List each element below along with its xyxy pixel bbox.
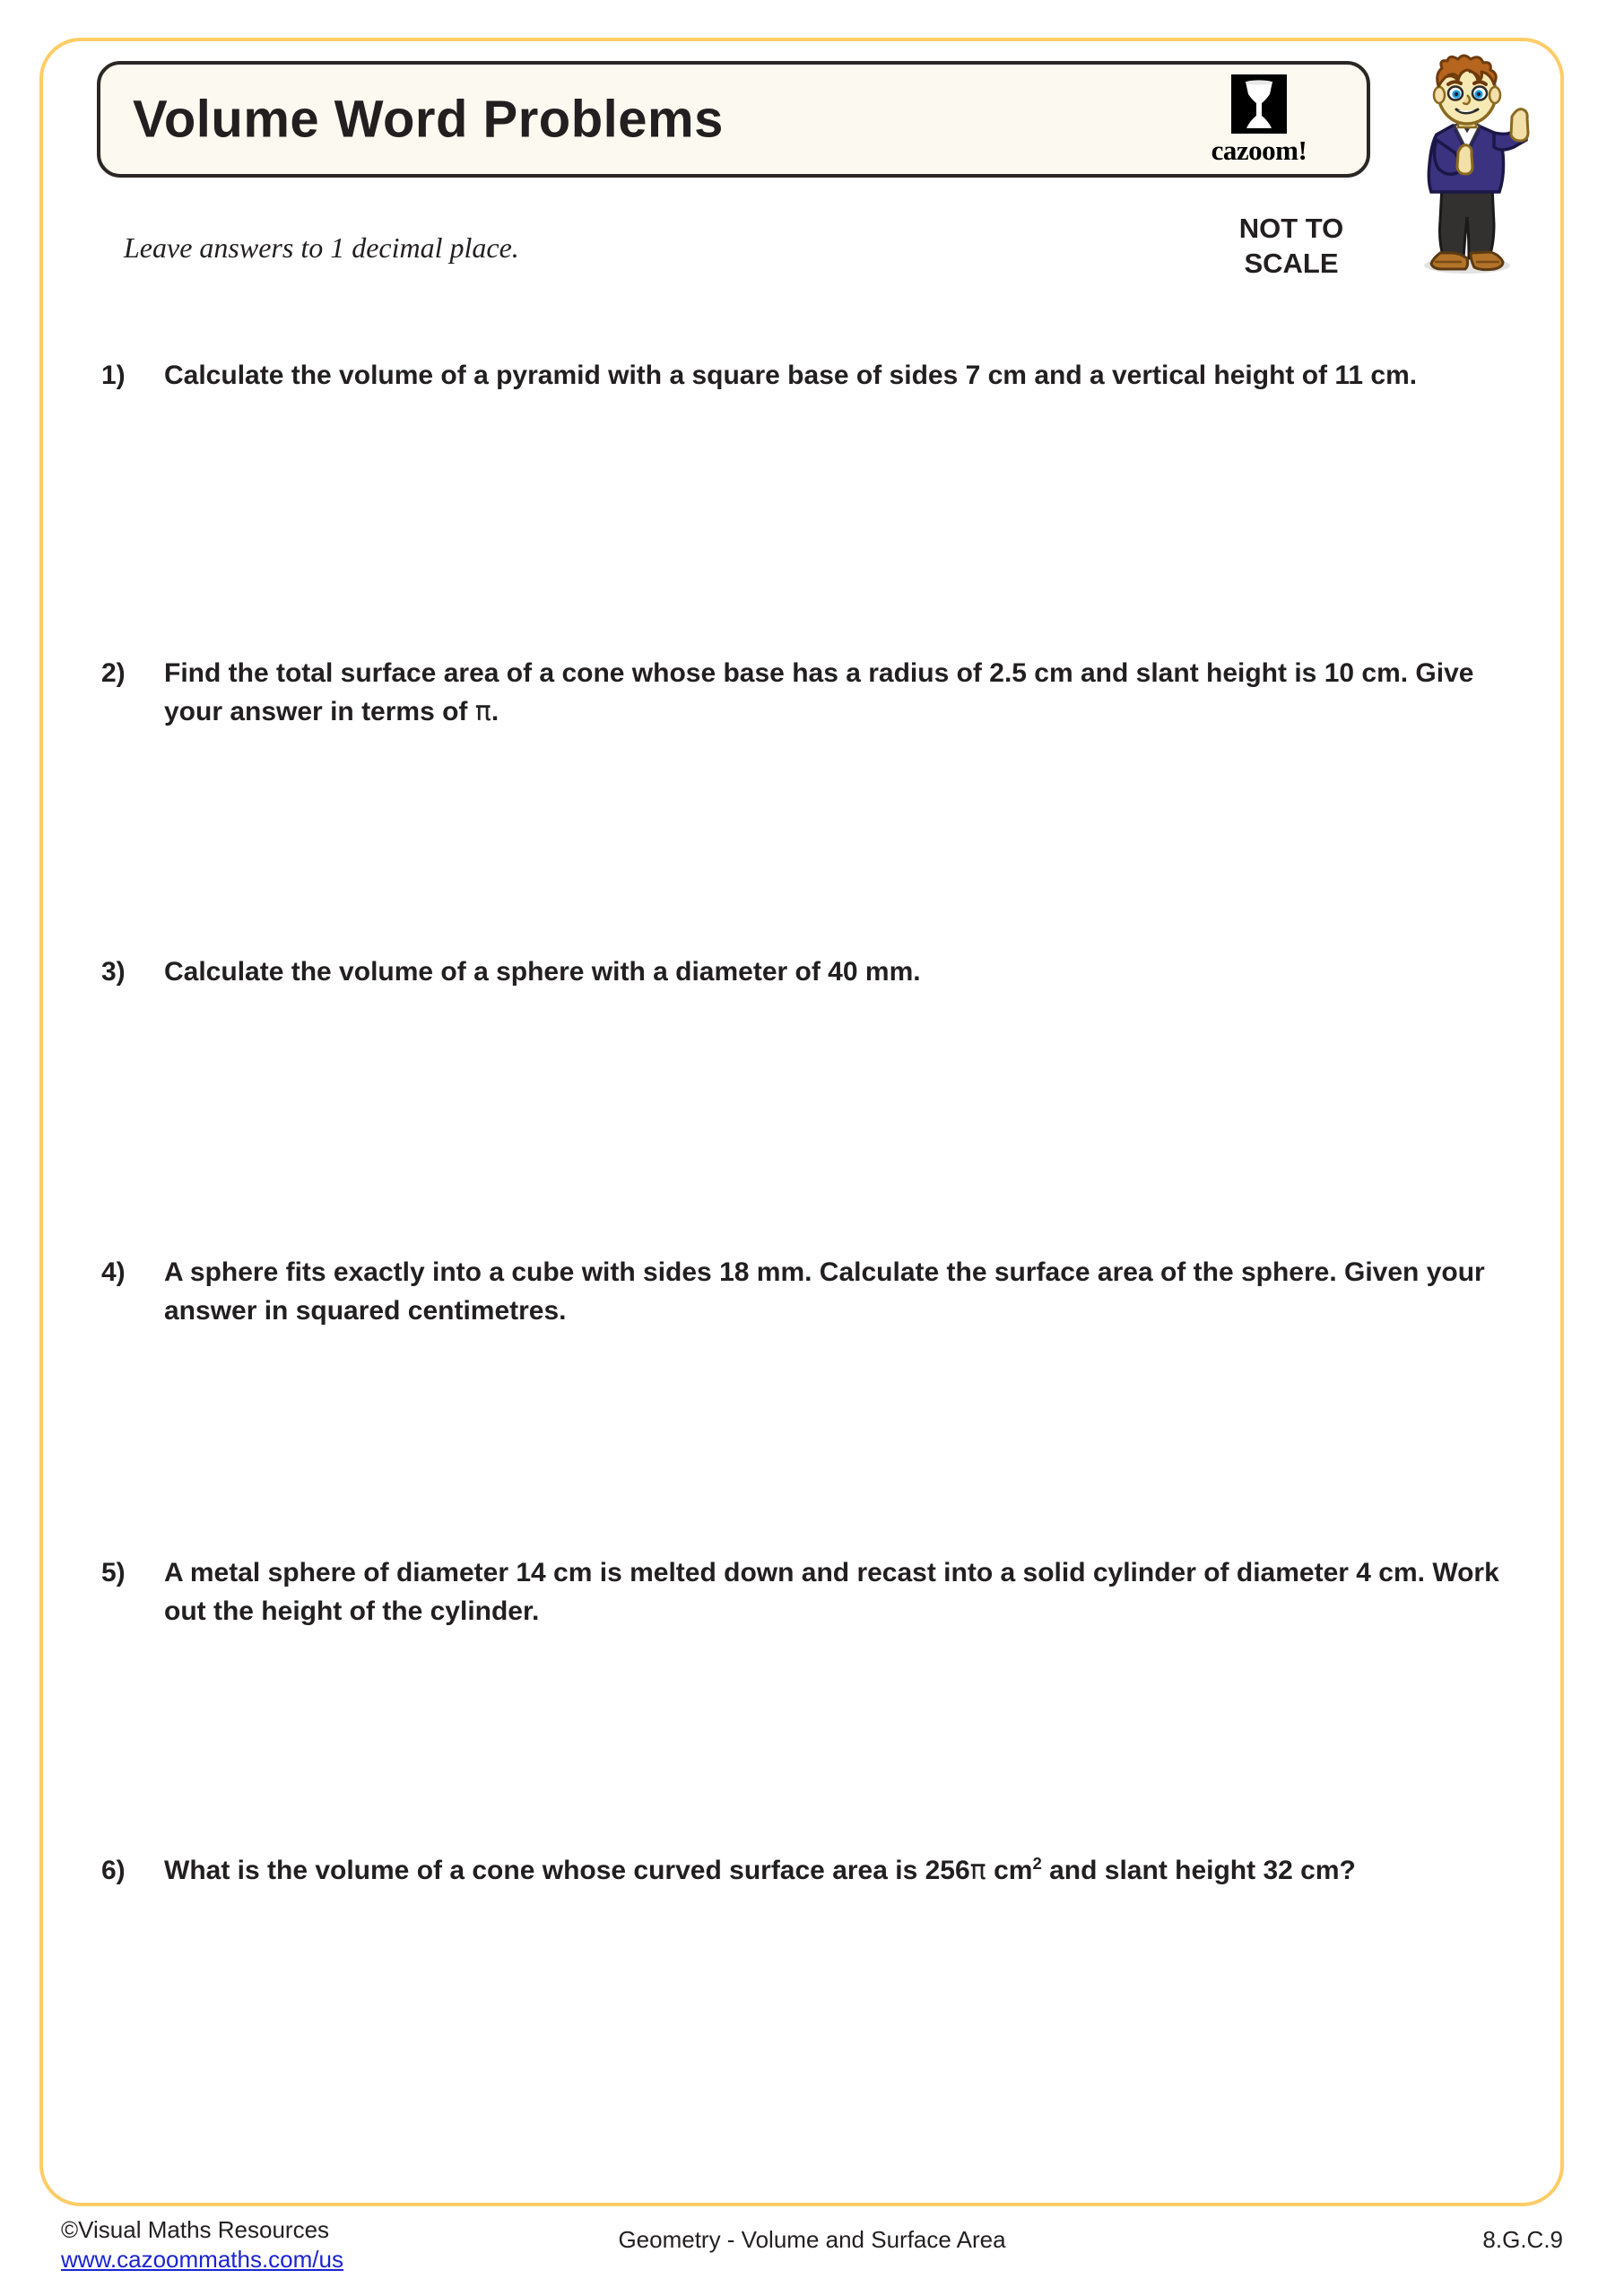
footer-standard-code: 8.G.C.9: [1482, 2226, 1563, 2253]
question-item-4: [101, 1254, 1500, 1330]
pi-symbol-q6: π: [969, 1855, 986, 1886]
question-item-6: [101, 1852, 1500, 1891]
pi-symbol-q2: π: [474, 695, 491, 727]
page-title: Volume Word Problems: [133, 90, 724, 149]
question-text-6-part-a: What is the volume of a cone whose curved surface area is 256: [164, 1856, 970, 1885]
boy-mascot-pointing-icon: [1406, 54, 1532, 278]
superscript-two-q6: 2: [1032, 1854, 1042, 1873]
question-text-3: Calculate the volume of a sphere with a diameter of 40 mm.: [164, 957, 921, 987]
question-text-6-part-c: and slant height 32 cm?: [1041, 1856, 1356, 1885]
website-link[interactable]: www.cazoommaths.com/us: [61, 2246, 343, 2274]
question-number-2: 2): [101, 658, 126, 688]
cazoom-wordmark: cazoom!: [1211, 135, 1307, 166]
not-to-scale-note: [1193, 212, 1390, 282]
question-text-2: [164, 655, 1500, 731]
not-to-scale-line-2: SCALE: [1244, 247, 1339, 279]
header-band: [97, 61, 1370, 178]
title-box: [97, 61, 1370, 178]
cazoom-logo: [1187, 72, 1331, 167]
question-text-6-part-b: cm: [986, 1856, 1033, 1885]
question-number-1: 1): [101, 361, 126, 390]
mascot-illustration-icon: [1406, 54, 1532, 278]
instruction-text: Leave answers to 1 decimal place.: [124, 231, 519, 264]
question-item-3: [101, 953, 1500, 992]
question-text-2-part-a: Find the total surface area of a cone whose base has a radius of 2.5 cm and slant height is 10 cm. Give your answer in terms of: [164, 658, 1474, 726]
question-text-4: A sphere fits exactly into a cube with sides 18 mm. Calculate the surface area of the sphere. Given your answer in squared centimetres.: [164, 1257, 1485, 1326]
page-footer: [0, 2215, 1624, 2296]
question-item-2: [101, 655, 1500, 731]
question-number-6: 6): [101, 1856, 126, 1885]
question-item-5: [101, 1554, 1500, 1631]
not-to-scale-line-1: NOT TO: [1238, 213, 1344, 244]
question-text-6: [164, 1852, 1500, 1891]
cazoom-goblet-icon: [1231, 74, 1287, 134]
goblet-shape-icon: [1239, 80, 1279, 130]
question-number-3: 3): [101, 957, 126, 987]
question-number-4: 4): [101, 1257, 126, 1287]
question-text-1: Calculate the volume of a pyramid with a square base of sides 7 cm and a vertical height of 11 cm.: [164, 361, 1418, 390]
footer-topic: Geometry - Volume and Surface Area: [618, 2226, 1006, 2253]
question-text-2-part-b: .: [491, 696, 499, 726]
question-number-5: 5): [101, 1558, 126, 1587]
question-text-5: A metal sphere of diameter 14 cm is melted down and recast into a solid cylinder of diameter 4 cm. Work out the height of the cylinder.: [164, 1558, 1499, 1626]
question-item-1: [101, 357, 1500, 396]
copyright-text: ©Visual Maths Resources: [61, 2216, 330, 2243]
